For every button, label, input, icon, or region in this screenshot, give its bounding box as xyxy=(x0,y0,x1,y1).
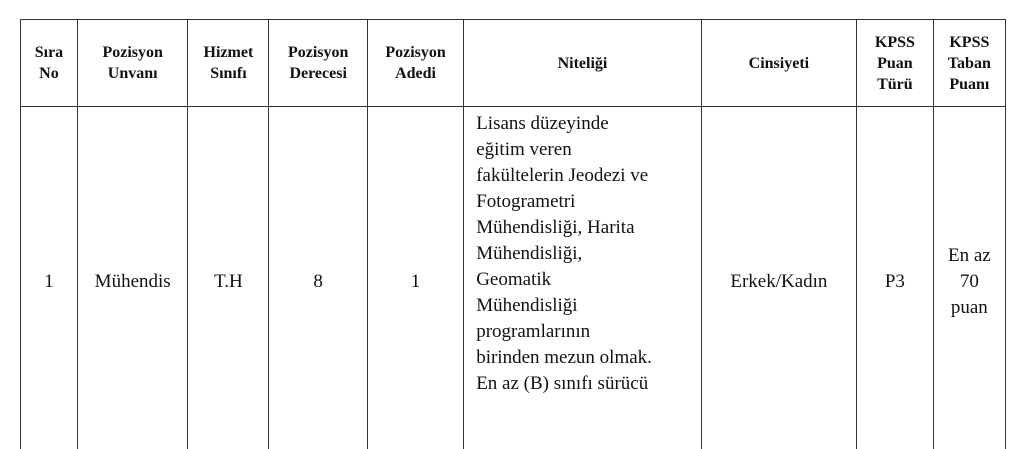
cell-pozisyon-adedi: 1 xyxy=(367,107,463,449)
header-pozisyon-derecesi: Pozisyon Derecesi xyxy=(269,20,367,107)
cell-kpss-taban-puani: En az 70 puan xyxy=(933,107,1005,449)
niteligi-text: Lisans düzeyinde eğitim veren fakültelerin Jeodezi ve Fotogrametri Mühendisliği, Harita Mühendisliği, Geomatik Mühendisliği programlarının birinden mezun olmak. En az (B) sınıfı sürücü xyxy=(476,111,692,441)
header-pozisyon-adedi: Pozisyon Adedi xyxy=(367,20,463,107)
header-kpss-puan-turu: KPSS Puan Türü xyxy=(857,20,934,107)
cell-hizmet-sinifi: T.H xyxy=(188,107,269,449)
cell-pozisyon-unvani: Mühendis xyxy=(77,107,188,449)
header-kpss-taban-puani: KPSS Taban Puanı xyxy=(933,20,1005,107)
cell-kpss-puan-turu: P3 xyxy=(857,107,934,449)
positions-table xyxy=(20,19,1006,449)
header-niteligi: Niteliği xyxy=(464,20,701,107)
header-row xyxy=(21,20,1006,107)
cell-niteligi xyxy=(464,107,701,449)
header-pozisyon-unvani: Pozisyon Unvanı xyxy=(77,20,188,107)
header-sira-no: Sıra No xyxy=(21,20,78,107)
header-cinsiyeti: Cinsiyeti xyxy=(701,20,856,107)
positions-table-container xyxy=(20,19,1006,449)
cell-sira-no: 1 xyxy=(21,107,78,449)
cell-cinsiyeti: Erkek/Kadın xyxy=(701,107,856,449)
header-hizmet-sinifi: Hizmet Sınıfı xyxy=(188,20,269,107)
table-row xyxy=(21,107,1006,449)
cell-pozisyon-derecesi: 8 xyxy=(269,107,367,449)
